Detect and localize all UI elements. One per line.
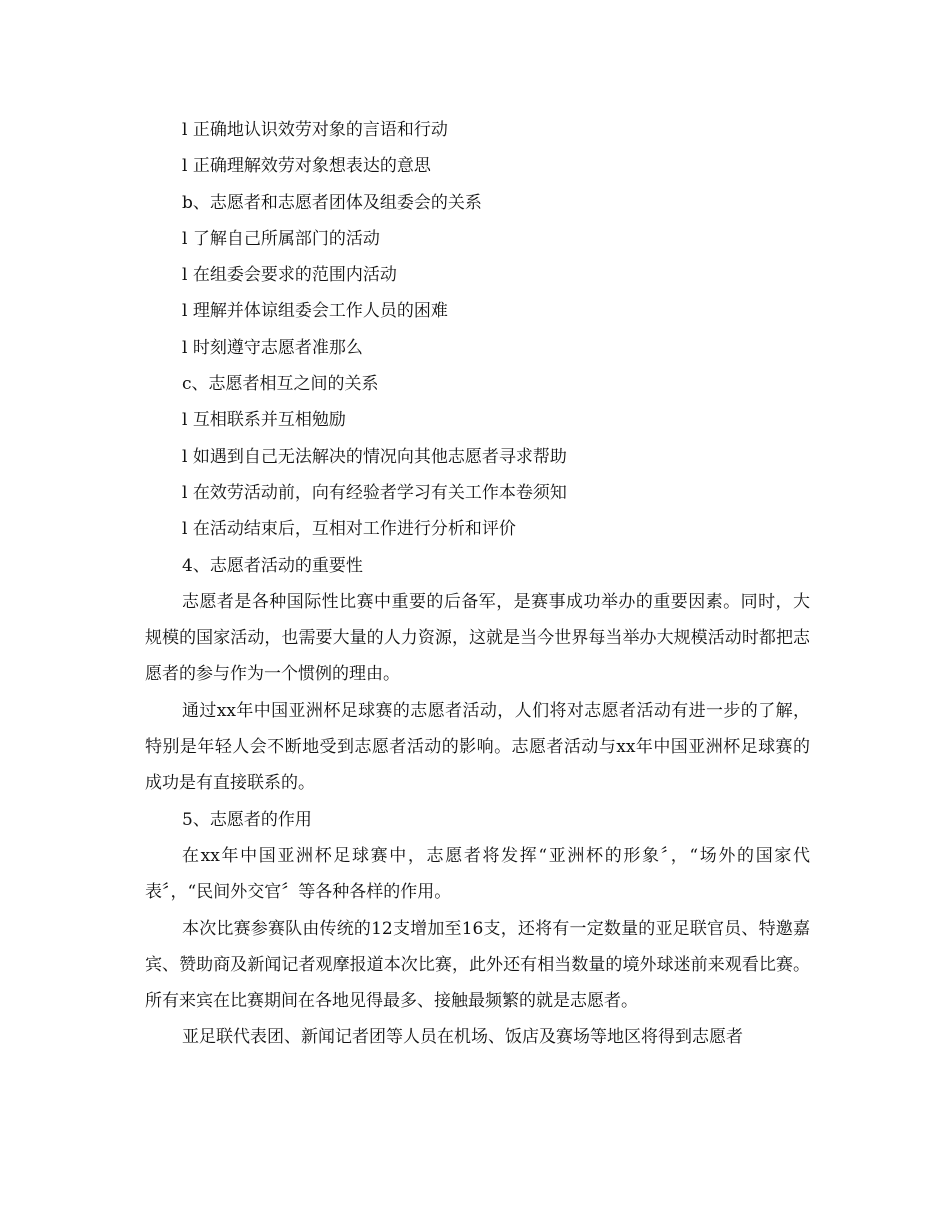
- bullet-item: l 在活动结束后，互相对工作进行分析和评价: [182, 519, 516, 540]
- bullet-item: l 正确地认识效劳对象的言语和行动: [182, 120, 448, 140]
- section-subheading: c、志愿者相互之间的关系: [182, 374, 379, 395]
- paragraph: 在xx年中国亚洲杯足球赛中，志愿者将发挥“亚洲杯的形象〞，“场外的国家代表〞，“民间外交官〞等各种各样的作用。: [145, 845, 810, 903]
- paragraph: 本次比赛参赛队由传统的12支增加至16支，还将有一定数量的亚足联官员、特邀嘉宾、赞助商及新闻记者观摩报道本次比赛，此外还有相当数量的境外球迷前来观看比赛。所有来宾在比赛期间在各地见得最多、接触最频繁的就是志愿者。: [145, 918, 810, 1012]
- document-body: [145, 112, 810, 1056]
- section-subheading: b、志愿者和志愿者团体及组委会的关系: [182, 192, 482, 213]
- bullet-item: l 正确理解效劳对象想表达的意思: [182, 156, 431, 177]
- section-heading: 5、志愿者的作用: [182, 809, 312, 830]
- bullet-item: l 在效劳活动前，向有经验者学习有关工作本卷须知: [182, 482, 567, 503]
- bullet-item: l 时刻遵守志愿者准那么: [182, 337, 363, 358]
- paragraph: 志愿者是各种国际性比赛中重要的后备军，是赛事成功举办的重要因素。同时，大规模的国家活动，也需要大量的人力资源，这就是当今世界每当举办大规模活动时都把志愿者的参与作为一个惯例的理由。: [145, 591, 810, 685]
- bullet-item: l 了解自己所属部门的活动: [182, 228, 380, 249]
- section-heading: 4、志愿者活动的重要性: [182, 555, 363, 576]
- bullet-item: l 互相联系并互相勉励: [182, 410, 346, 431]
- paragraph-fragment: 亚足联代表团、新闻记者团等人员在机场、饭店及赛场等地区将得到志愿者: [182, 1027, 743, 1048]
- paragraph: 通过xx年中国亚洲杯足球赛的志愿者活动，人们将对志愿者活动有进一步的了解，特别是年轻人会不断地受到志愿者活动的影响。志愿者活动与xx年中国亚洲杯足球赛的成功是有直接联系的。: [145, 700, 810, 794]
- bullet-item: l 如遇到自己无法解决的情况向其他志愿者寻求帮助: [182, 446, 567, 467]
- bullet-item: l 在组委会要求的范围内活动: [182, 265, 397, 286]
- bullet-item: l 理解并体谅组委会工作人员的困难: [182, 301, 448, 322]
